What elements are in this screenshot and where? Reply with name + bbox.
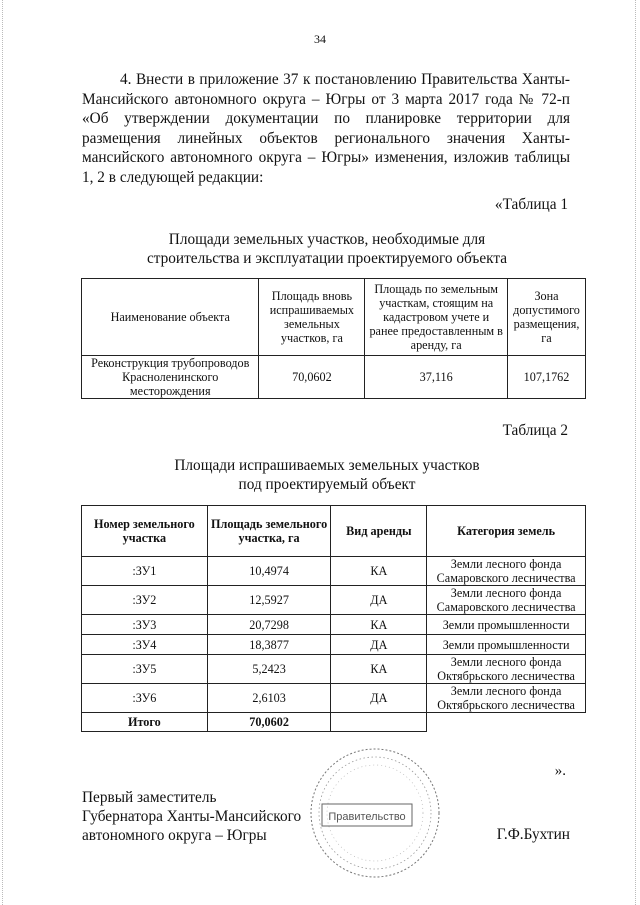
signatory-line1: Первый заместитель — [82, 789, 217, 806]
intro-paragraph: 4. Внести в приложение 37 к постановлению Правительства Ханты-Мансийского автономного округа – Югры от 3 марта 2017 года № 72-п «Об утверждении документации по планировке территории для размещения линейных объектов регионального значения Ханты-мансийского автономного округа – Югры» изменения, изложив таблицы 1, 2 в следующей редакции: — [82, 71, 570, 186]
stamp-text: Правительство — [328, 811, 406, 823]
table1-cell: Реконструкция трубопроводов Красноленинского месторождения — [82, 356, 259, 399]
table2-cell: 12,5927 — [207, 586, 331, 615]
table1-cell: 107,1762 — [508, 356, 586, 399]
table-row — [82, 635, 586, 655]
table2-header-cell: Площадь земельного участка, га — [207, 506, 331, 557]
table1-header-row — [82, 279, 586, 356]
table-row — [82, 615, 586, 635]
table-row — [82, 356, 586, 399]
table2-cell: 10,4974 — [207, 557, 331, 586]
table2-cell: 18,3877 — [207, 635, 331, 655]
table2-cell: :ЗУ2 — [82, 586, 208, 615]
signatory-line3: автономного округа – Югры — [82, 827, 267, 844]
table2-cell: КА — [331, 615, 427, 635]
table2-cell: КА — [331, 557, 427, 586]
official-stamp — [308, 746, 442, 885]
table2-total-label: Итого — [82, 713, 208, 732]
closing-quote: ». — [554, 763, 566, 779]
table-row — [82, 684, 586, 713]
table2-cell: ДА — [331, 635, 427, 655]
table1-cell: 70,0602 — [259, 356, 365, 399]
table1-label: «Таблица 1 — [494, 196, 568, 213]
table2-caption-line2: под проектируемый объект — [238, 476, 416, 493]
table2-total-row — [82, 713, 586, 732]
table2-header-cell: Номер земельного участка — [82, 506, 208, 557]
table2-header-row — [82, 506, 586, 557]
table2-total-blank — [427, 713, 586, 732]
table-row — [82, 655, 586, 684]
table2-cell: :ЗУ3 — [82, 615, 208, 635]
page-number: 34 — [314, 32, 326, 46]
table2-cell: Земли промышленности — [427, 615, 586, 635]
table1-caption — [82, 230, 572, 268]
table-row — [82, 557, 586, 586]
table1-header-cell: Зона допустимого размещения, га — [508, 279, 586, 356]
table2-cell: ДА — [331, 684, 427, 713]
table2-cell: Земли лесного фонда Самаровского лесничества — [427, 557, 586, 586]
table2-cell: ДА — [331, 586, 427, 615]
table2-cell: КА — [331, 655, 427, 684]
table2-caption-line1: Площади испрашиваемых земельных участков — [174, 457, 480, 474]
table-row — [82, 586, 586, 615]
table1-caption-line2: строительства и эксплуатации проектируемого объекта — [146, 250, 508, 267]
table2 — [81, 505, 586, 732]
table2-label: Таблица 2 — [502, 422, 568, 439]
left-scan-edge — [2, 0, 5, 905]
table2-cell: :ЗУ4 — [82, 635, 208, 655]
table2-cell: Земли лесного фонда Октябрьского лесничества — [427, 655, 586, 684]
table1-header-cell: Наименование объекта — [82, 279, 259, 356]
table2-header-cell: Вид аренды — [331, 506, 427, 557]
table2-caption — [82, 456, 572, 494]
table1-header-cell: Площадь по земельным участкам, стоящим на кадастровом учете и ранее предоставленным в аренду, га — [365, 279, 508, 356]
table2-cell: 20,7298 — [207, 615, 331, 635]
signatory-name: Г.Ф.Бухтин — [496, 826, 570, 843]
right-scan-edge — [633, 0, 636, 905]
table2-cell: Земли лесного фонда Самаровского лесничества — [427, 586, 586, 615]
table2-cell: :ЗУ1 — [82, 557, 208, 586]
table1-header-cell: Площадь вновь испрашиваемых земельных участков, га — [259, 279, 365, 356]
table2-cell: :ЗУ5 — [82, 655, 208, 684]
table1-caption-line1: Площади земельных участков, необходимые для — [168, 231, 486, 248]
table2-cell: :ЗУ6 — [82, 684, 208, 713]
table2-header-cell: Категория земель — [427, 506, 586, 557]
table2-cell: 5,2423 — [207, 655, 331, 684]
table2-cell: Земли промышленности — [427, 635, 586, 655]
table1-cell: 37,116 — [365, 356, 508, 399]
table2-total-value: 70,0602 — [207, 713, 331, 732]
table1 — [81, 278, 586, 399]
signatory-title — [82, 788, 301, 845]
table2-cell: 2,6103 — [207, 684, 331, 713]
table2-total-empty — [331, 713, 427, 732]
table2-cell: Земли лесного фонда Октябрьского лесничества — [427, 684, 586, 713]
signatory-line2: Губернатора Ханты-Мансийского — [82, 808, 302, 825]
